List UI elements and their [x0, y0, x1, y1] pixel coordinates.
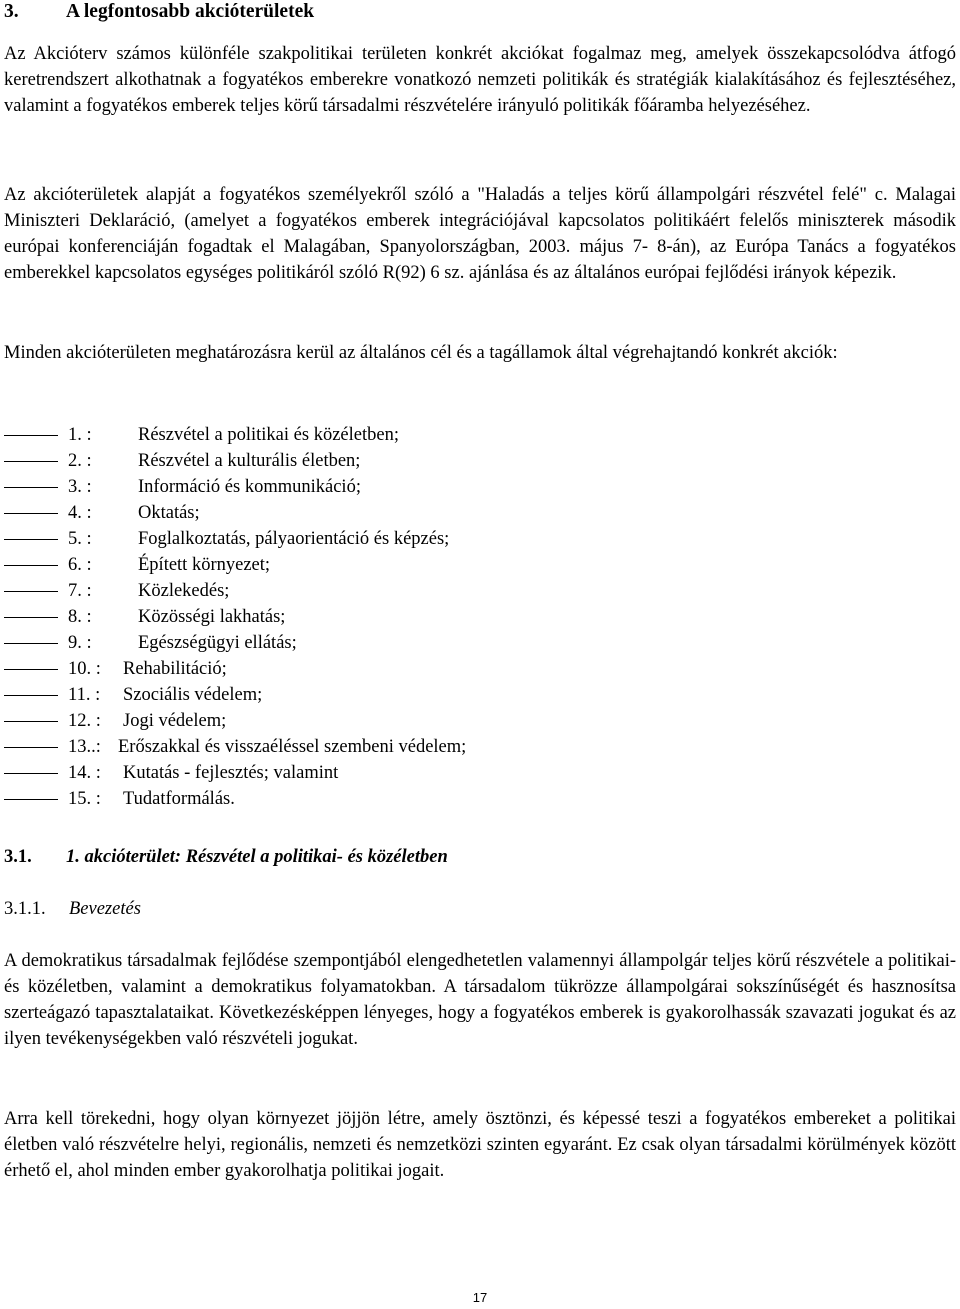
list-item-number: 13..:	[68, 737, 101, 757]
dash-bullet	[4, 539, 58, 540]
list-item	[4, 786, 704, 812]
list-item-text: Jogi védelem;	[123, 711, 227, 731]
list-item-text: Oktatás;	[138, 503, 200, 523]
list-item-text: Szociális védelem;	[123, 685, 263, 705]
list-item-number: 9. :	[68, 633, 92, 653]
list-item	[4, 760, 704, 786]
dash-bullet	[4, 799, 58, 800]
list-item-text: Részvétel a kulturális életben;	[138, 451, 361, 471]
list-item	[4, 474, 704, 500]
list-item-number: 15. :	[68, 789, 101, 809]
dash-bullet	[4, 487, 58, 488]
list-item	[4, 448, 704, 474]
list-item-number: 8. :	[68, 607, 92, 627]
list-item-text: Közösségi lakhatás;	[138, 607, 286, 627]
subsubsection-number: 3.1.1.	[4, 899, 46, 919]
list-item	[4, 682, 704, 708]
list-item-text: Közlekedés;	[138, 581, 230, 601]
list-item-number: 14. :	[68, 763, 101, 783]
dash-bullet	[4, 435, 58, 436]
list-item-number: 5. :	[68, 529, 92, 549]
dash-bullet	[4, 643, 58, 644]
democracy-paragraph: A demokratikus társadalmak fejlődése szempontjából elengedhetetlen valamennyi állampolgár teljes körű részvétele a politikai- és közéletben, valamint a demokratikus folyamatokban. A társadalom tükrözze állampolgárai sokszínűségét és hasznosítsa szerteágazó tapasztalataikat. Következésképpen lényeges, hogy a fogyatékos emberek is gyakorolhassák szavazati jogukat és az ilyen tevékenységekben való részvételi jogukat.	[4, 951, 956, 1049]
dash-bullet	[4, 565, 58, 566]
list-item-text: Rehabilitáció;	[123, 659, 227, 679]
list-item	[4, 708, 704, 734]
dash-bullet	[4, 695, 58, 696]
list-item	[4, 656, 704, 682]
dash-bullet	[4, 747, 58, 748]
list-item-text: Részvétel a politikai és közéletben;	[138, 425, 399, 445]
subsubsection-heading	[4, 896, 141, 922]
section-title: A legfontosabb akcióterületek	[66, 1, 315, 22]
list-item-text: Foglalkoztatás, pályaorientáció és képzés;	[138, 529, 450, 549]
action-area-list	[4, 422, 704, 812]
list-item-number: 1. :	[68, 425, 92, 445]
list-item-number: 3. :	[68, 477, 92, 497]
list-item	[4, 630, 704, 656]
list-item-number: 11. :	[68, 685, 101, 705]
list-item	[4, 500, 704, 526]
list-item-number: 7. :	[68, 581, 92, 601]
dash-bullet	[4, 513, 58, 514]
list-item-number: 6. :	[68, 555, 92, 575]
list-item-text: Információ és kommunikáció;	[138, 477, 361, 497]
dash-bullet	[4, 669, 58, 670]
subsection-heading	[4, 844, 448, 870]
list-item	[4, 604, 704, 630]
dash-bullet	[4, 617, 58, 618]
dash-bullet	[4, 721, 58, 722]
list-item	[4, 552, 704, 578]
list-item	[4, 578, 704, 604]
environment-paragraph: Arra kell törekedni, hogy olyan környezet jöjjön létre, amely ösztönzi, és képessé teszi a fogyatékos embereket a politikai életben való részvételre helyi, regionális, nemzeti és nemzetközi szinten egyaránt. Ez csak olyan társadalmi körülmények között érhető el, ahol minden ember gyakorolhatja politikai jogait.	[4, 1109, 956, 1181]
list-item	[4, 422, 704, 448]
intro-paragraph: Az Akcióterv számos különféle szakpolitikai területen konkrét akciókat fogalmaz meg, amelyek összekapcsolódva átfogó keretrendszert alkothatnak a fogyatékos emberekre vonatkozó nemzeti politikák és stratégiák kialakításához és fejlesztéséhez, valamint a fogyatékos emberek teljes körű társadalmi részvételére irányuló politikák főáramba helyezéséhez.	[4, 44, 956, 116]
list-item-text: Tudatformálás.	[123, 789, 235, 809]
list-item	[4, 734, 704, 760]
section-heading	[4, 0, 314, 24]
actions-intro-paragraph: Minden akcióterületen meghatározásra kerül az általános cél és a tagállamok által végrehajtandó konkrét akciók:	[4, 343, 838, 363]
dash-bullet	[4, 461, 58, 462]
list-item-text: Egészségügyi ellátás;	[138, 633, 297, 653]
list-item-number: 10. :	[68, 659, 101, 679]
list-item-text: Kutatás - fejlesztés; valamint	[123, 763, 339, 783]
dash-bullet	[4, 773, 58, 774]
list-item-text: Épített környezet;	[138, 555, 271, 575]
subsection-number: 3.1.	[4, 847, 32, 867]
subsubsection-title: Bevezetés	[69, 899, 141, 919]
list-item	[4, 526, 704, 552]
list-item-number: 4. :	[68, 503, 92, 523]
list-item-text: Erőszakkal és visszaéléssel szembeni védelem;	[118, 737, 467, 757]
list-item-number: 12. :	[68, 711, 101, 731]
list-item-number: 2. :	[68, 451, 92, 471]
page-number: 17	[472, 1290, 488, 1305]
section-number: 3.	[4, 1, 19, 22]
subsection-title: 1. akcióterület: Részvétel a politikai- és közéletben	[66, 847, 448, 867]
dash-bullet	[4, 591, 58, 592]
basis-paragraph: Az akcióterületek alapját a fogyatékos személyekről szóló a "Haladás a teljes körű állampolgári részvétel felé" c. Malagai Miniszteri Deklaráció, (amelyet a fogyatékos emberek integrációjával kapcsolatos politikáért felelős miniszterek második európai konferenciáján fogadtak el Malagában, Spanyolországban, 2003. május 7- 8-án), az Európa Tanács a fogyatékos emberekkel kapcsolatos egységes politikáról szóló R(92) 6 sz. ajánlása és az általános európai fejlődési irányok képezik.	[4, 185, 956, 283]
